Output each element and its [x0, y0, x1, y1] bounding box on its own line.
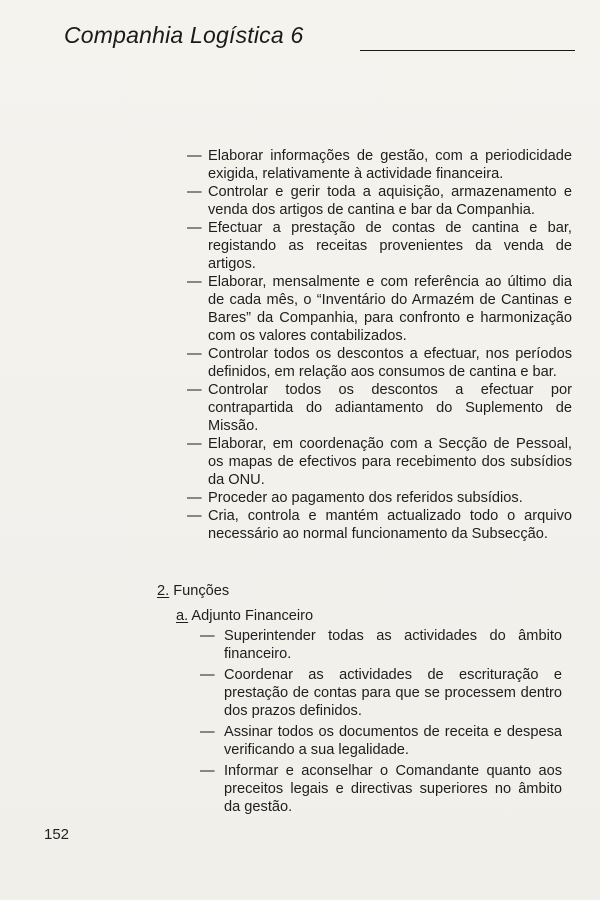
list-item-text: Superintender todas as actividades do âmbito financeiro. — [224, 628, 562, 662]
subsection-letter: a. — [176, 608, 189, 624]
dash-bullet: — — [187, 490, 202, 506]
list-item-text: Controlar todos os descontos a efectuar, nos períodos definidos, em relação aos consumos de cantina e bar. — [208, 346, 572, 380]
list-item-text: Elaborar, mensalmente e com referência ao último dia de cada mês, o “Inventário do Armazém de Cantinas e Bares” da Companhia, para confronto e harmonização com os valores contabilizados. — [208, 274, 572, 344]
header-rule — [360, 50, 575, 51]
list-item — [187, 489, 572, 507]
list-item-text: Controlar e gerir toda a aquisição, armazenamento e venda dos artigos de cantina e bar da Companhia. — [208, 184, 572, 218]
running-head-title: Companhia Logística 6 — [64, 22, 304, 48]
list-item — [187, 507, 572, 543]
subsection-heading — [176, 607, 313, 625]
list-item — [200, 627, 562, 663]
dash-bullet: — — [200, 667, 215, 683]
list-item — [187, 147, 572, 183]
list-item-text: Informar e aconselhar o Comandante quanto aos preceitos legais e directivas superiores no âmbito da gestão. — [224, 763, 562, 815]
list-item — [187, 273, 572, 345]
list-item — [200, 666, 562, 720]
section-number: 2. — [157, 583, 170, 599]
dash-bullet: — — [187, 436, 202, 452]
list-item-text: Controlar todos os descontos a efectuar por contrapartida do adiantamento do Suplemento de Missão. — [208, 382, 572, 434]
list-item-text: Efectuar a prestação de contas de cantina e bar, registando as receitas provenientes da venda de artigos. — [208, 220, 572, 272]
dash-bullet: — — [187, 184, 202, 200]
list-item — [187, 435, 572, 489]
list-item — [187, 183, 572, 219]
dash-bullet: — — [200, 763, 215, 779]
list-item — [200, 723, 562, 759]
list-item — [187, 345, 572, 381]
list-item-text: Cria, controla e mantém actualizado todo o arquivo necessário ao normal funcionamento da Subsecção. — [208, 508, 572, 542]
list-item-text: Elaborar, em coordenação com a Secção de Pessoal, os mapas de efectivos para recebimento dos subsídios da ONU. — [208, 436, 572, 488]
section-title: Funções — [173, 583, 230, 599]
list-item-text: Elaborar informações de gestão, com a periodicidade exigida, relativamente à actividade financeira. — [208, 148, 572, 182]
dash-bullet: — — [187, 508, 202, 524]
dash-bullet: — — [187, 148, 202, 164]
dash-bullet: — — [187, 274, 202, 290]
list-item-text: Coordenar as actividades de escrituração e prestação de contas para que se processem dentro dos prazos definidos. — [224, 667, 562, 719]
dash-bullet: — — [187, 346, 202, 362]
list-item — [200, 762, 562, 816]
section-heading — [157, 582, 229, 600]
dash-bullet: — — [187, 382, 202, 398]
responsibilities-list — [187, 147, 572, 543]
list-item — [187, 381, 572, 435]
dash-bullet: — — [200, 628, 215, 644]
list-item — [187, 219, 572, 273]
list-item-text: Proceder ao pagamento dos referidos subsídios. — [208, 490, 523, 506]
list-item-text: Assinar todos os documentos de receita e despesa verificando a sua legalidade. — [224, 724, 562, 758]
dash-bullet: — — [200, 724, 215, 740]
functions-list — [200, 627, 562, 816]
page-number: 152 — [44, 826, 70, 843]
dash-bullet: — — [187, 220, 202, 236]
subsection-title: Adjunto Financeiro — [191, 608, 314, 624]
